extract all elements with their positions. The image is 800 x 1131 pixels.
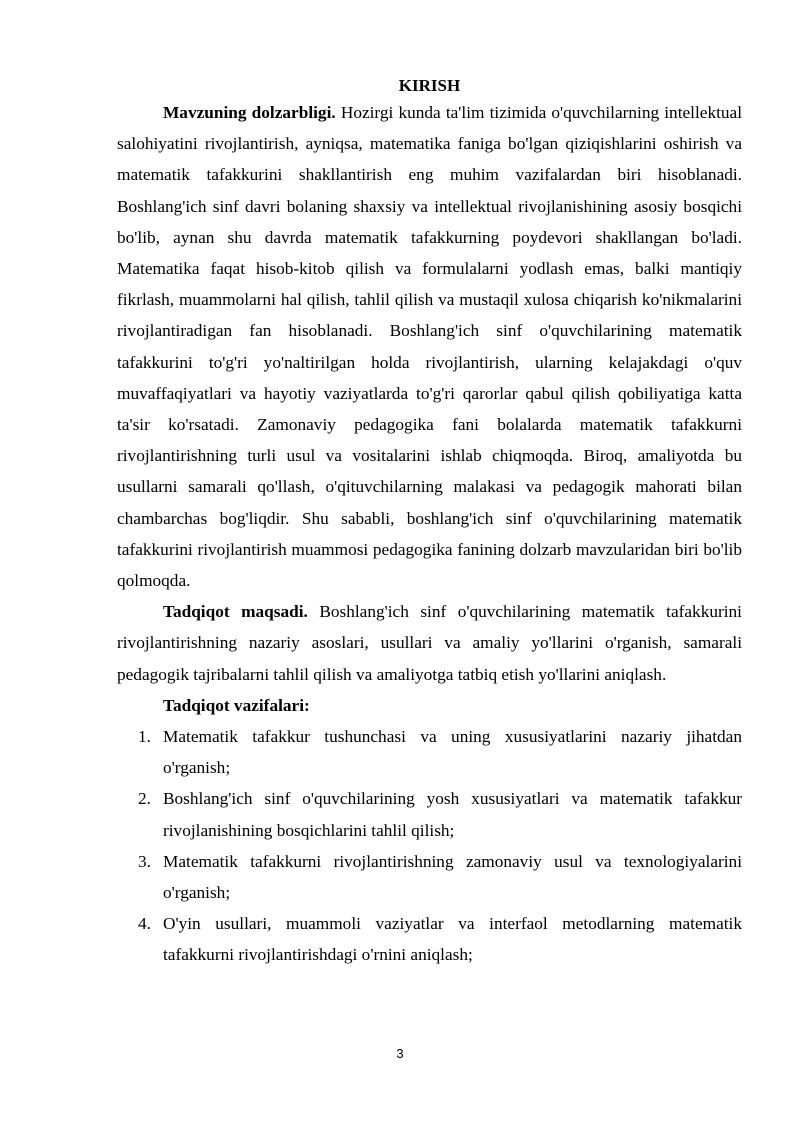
relevance-text: Hozirgi kunda ta'lim tizimida o'quvchilarning intellektual salohiyatini rivojlantirish, ayniqsa, matematika faniga bo'lgan qiziqishlarini oshirish va matematik tafakkurini shakllantirish eng muhim vazifalardan biri hisoblanadi. Boshlang'ich sinf davri bolaning shaxsiy va intellektual rivojlanishining asosiy bosqichi bo'lib, aynan shu davrda matematik tafakkurning poydevori shakllangan bo'ladi. Matematika faqat hisob-kitob qilish va formulalarni yodlash emas, balki mantiqiy fikrlash, muammolarni hal qilish, tahlil qilish va mustaqil xulosa chiqarish ko'nikmalarini rivojlantiradigan fan hisoblanadi. Boshlang'ich sinf o'quvchilarining matematik tafakkurini to'g'ri yo'naltirilgan holda rivojlantirish, ularning kelajakdagi o'quv muvaffaqiyatlari va hayotiy vaziyatlarda to'g'ri qarorlar qabul qilish qobiliyatiga katta ta'sir ko'rsatadi. Zamonaviy pedagogika fani bolalarda matematik tafakkurni rivojlantirishning turli usul va vositalarini ishlab chiqmoqda. Biroq, amaliyotda bu usullarni samarali qo'llash, o'qituvchilarning malakasi va pedagogik mahorati bilan chambarchas bog'liqdir. Shu sababli, boshlang'ich sinf o'quvchilarining matematik tafakkurini rivojlantirish muammosi pedagogika fanining dolzarb mavzularidan biri bo'lib qolmoqda.	[117, 103, 742, 591]
relevance-label: Mavzuning dolzarbligi.	[163, 103, 336, 122]
relevance-paragraph	[117, 97, 742, 596]
goal-label: Tadqiqot maqsadi.	[163, 602, 308, 622]
goal-text: Boshlang'ich sinf o'quvchilarining matematik tafakkurini rivojlantirishning nazariy asoslari, usullari va amaliy yo'llarini o'rganish, samarali pedagogik tajribalarni tahlil qilish va amaliyotga tatbiq etish yo'llarini aniqlash.	[117, 602, 742, 684]
tasks-heading: Tadqiqot vazifalari:	[163, 695, 310, 715]
list-item-text: O'yin usullari, muammoli vaziyatlar va interfaol metodlarning matematik tafakkurni rivojlantirishdagi o'rnini aniqlash;	[163, 914, 742, 965]
list-item-text: Matematik tafakkur tushunchasi va uning xususiyatlarini nazariy jihatdan o'rganish;	[163, 727, 742, 778]
list-item	[117, 846, 742, 908]
list-item	[117, 721, 742, 783]
list-item	[117, 908, 742, 970]
list-item-number: 4.	[138, 914, 151, 934]
list-item-number: 1.	[138, 727, 151, 747]
list-item-number: 3.	[138, 851, 151, 871]
list-item	[117, 783, 742, 845]
page-content	[117, 75, 742, 971]
list-item-text: Matematik tafakkurni rivojlantirishning zamonaviy usul va texnologiyalarini o'rganish;	[163, 851, 742, 903]
list-item-text: Boshlang'ich sinf o'quvchilarining yosh xususiyatlari va matematik tafakkur rivojlanishining bosqichlarini tahlil qilish;	[163, 789, 742, 840]
page-number: 3	[396, 1046, 404, 1061]
tasks-list	[117, 721, 742, 971]
goal-paragraph	[117, 596, 742, 690]
section-title: KIRISH	[398, 76, 461, 95]
list-item-number: 2.	[138, 789, 151, 809]
